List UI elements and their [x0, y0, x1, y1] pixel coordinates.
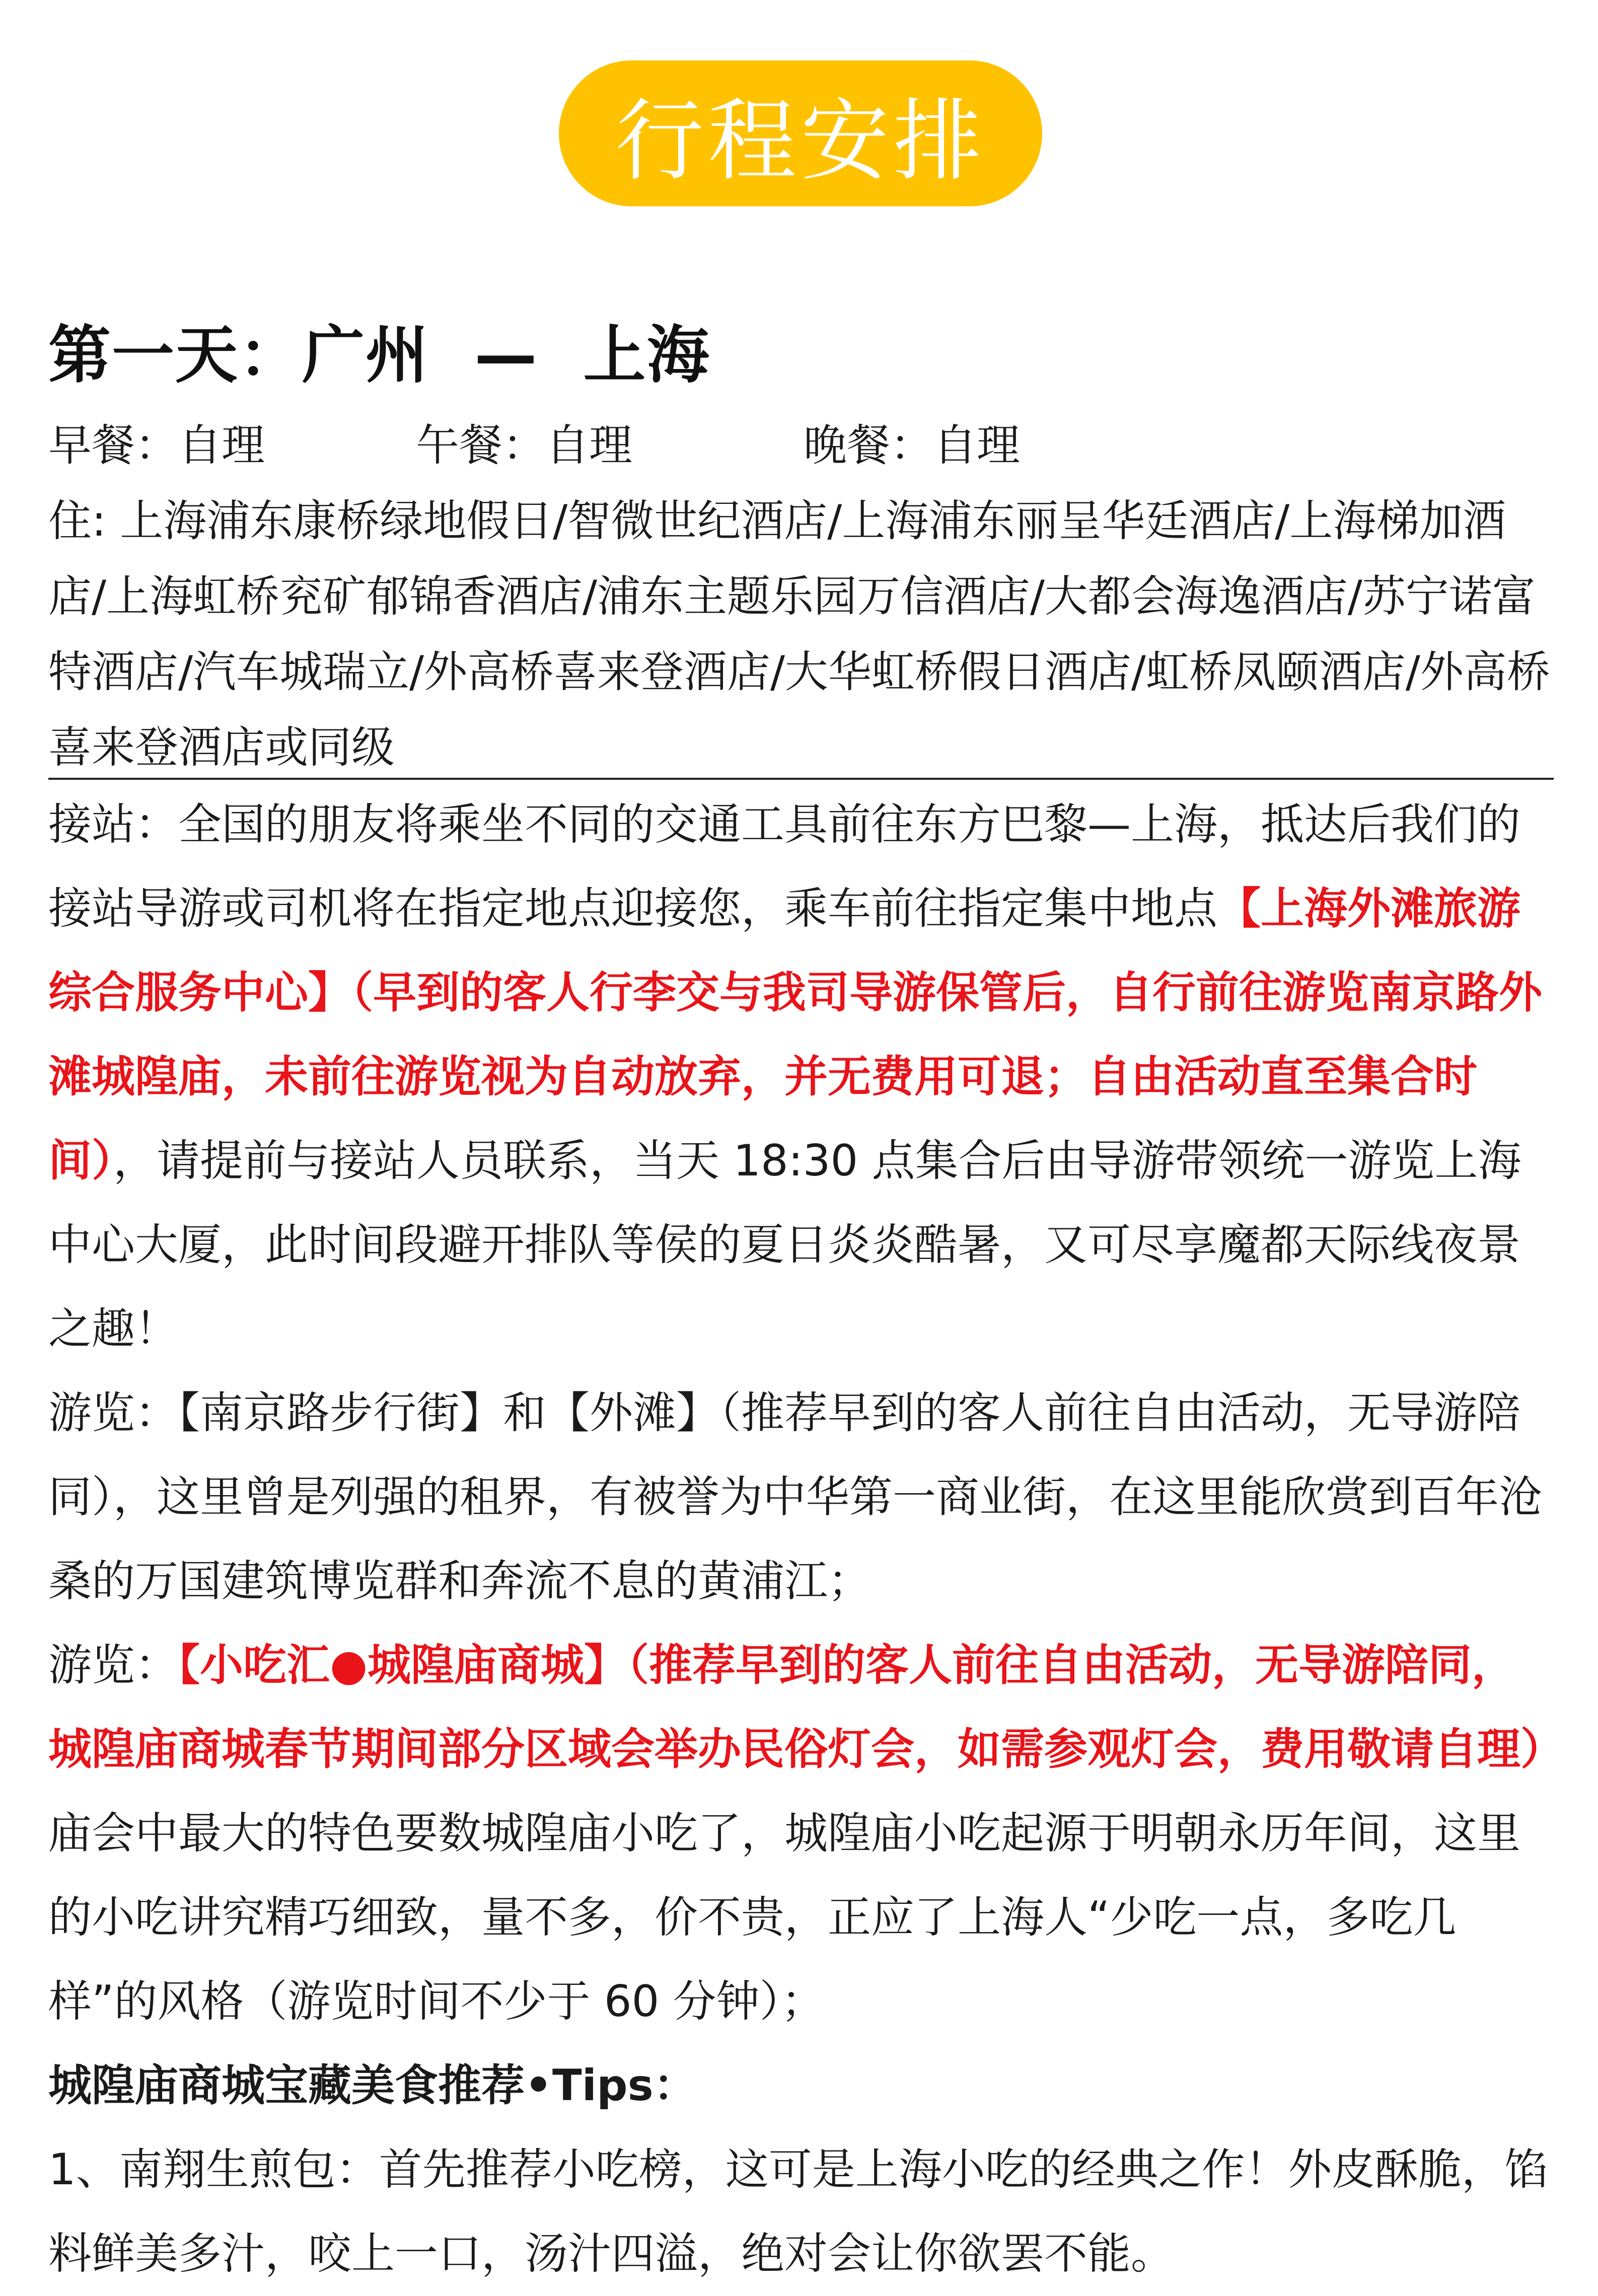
- breakfast-info: 早餐：自理: [48, 420, 265, 471]
- pickup-text-1: 接站：全国的朋友将乘坐不同的交通工具前往东方巴黎—上海，抵达后我们的接站导游或司机将在指定地点迎接您，乘车前往指定集中地点: [48, 799, 1520, 934]
- tips-heading: 城隍庙商城宝藏美食推荐•Tips：: [48, 2060, 697, 2111]
- tour-nanjing-road-paragraph: 游览：【南京路步行街】和【外滩】（推荐早到的客人前往自由活动，无导游陪同），这里曾是列强的租界，有被誉为中华第一商业街，在这里能欣赏到百年沧桑的万国建筑博览群和奔流不息的黄浦江；: [48, 1388, 1542, 1606]
- meals-row: [48, 413, 1554, 478]
- lunch-info: 午餐：自理: [416, 420, 632, 471]
- pickup-highlight: 【上海外滩旅游综合服务中心】（早到的客人行李交与我司导游保管后，自行前往游览南京路外滩城隍庙，未前往游览视为自动放弃，并无费用可退；自由活动直至集合时间）: [48, 883, 1542, 1186]
- tour-chenghuang-highlight: 【小吃汇●城隍庙商城】（推荐早到的客人前往自由活动，无导游陪同，城隍庙商城春节期间部分区域会举办民俗灯会，如需参观灯会，费用敬请自理）: [48, 1640, 1564, 1774]
- day-one-title: 第一天：广州 — 上海: [48, 319, 710, 392]
- pickup-paragraph: [48, 783, 1554, 1371]
- itinerary-badge: [559, 60, 1042, 206]
- section-divider: [48, 778, 1554, 780]
- dinner-info: 晚餐：自理: [804, 420, 1020, 471]
- itinerary-body: [48, 783, 1564, 2296]
- itinerary-badge-title: 行程安排: [615, 89, 986, 193]
- tour-prefix: 游览：: [48, 1640, 178, 1690]
- tour-chenghuang-temple-paragraph: [48, 1623, 1564, 1792]
- pickup-text-2: ，请提前与接站人员联系，当天 18:30 点集合后由导游带领统一游览上海中心大厦，此时间段避开排队等侯的夏日炎炎酷暑，又可尽享魔都天际线夜景之趣！: [48, 1136, 1521, 1354]
- hotel-info: 住: 上海浦东康桥绿地假日/智微世纪酒店/上海浦东丽呈华廷酒店/上海梯加酒店/上海虹桥兖矿郁锦香酒店/浦东主题乐园万信酒店/大都会海逸酒店/苏宁诺富特酒店/汽车城瑞立/外高桥喜来登酒店/大华虹桥假日酒店/虹桥凤颐酒店/外高桥喜来登酒店或同级: [48, 496, 1550, 773]
- temple-snack-paragraph: 庙会中最大的特色要数城隍庙小吃了，城隍庙小吃起源于明朝永历年间，这里的小吃讲究精巧细致，量不多，价不贵，正应了上海人“少吃一点，多吃几样”的风格（游览时间不少于 60 分钟）；: [48, 1808, 1520, 2027]
- tips-item-1: 1、南翔生煎包：首先推荐小吃榜，这可是上海小吃的经典之作！外皮酥脆，馅料鲜美多汁，咬上一口，汤汁四溢，绝对会让你欲罢不能。: [48, 2144, 1548, 2279]
